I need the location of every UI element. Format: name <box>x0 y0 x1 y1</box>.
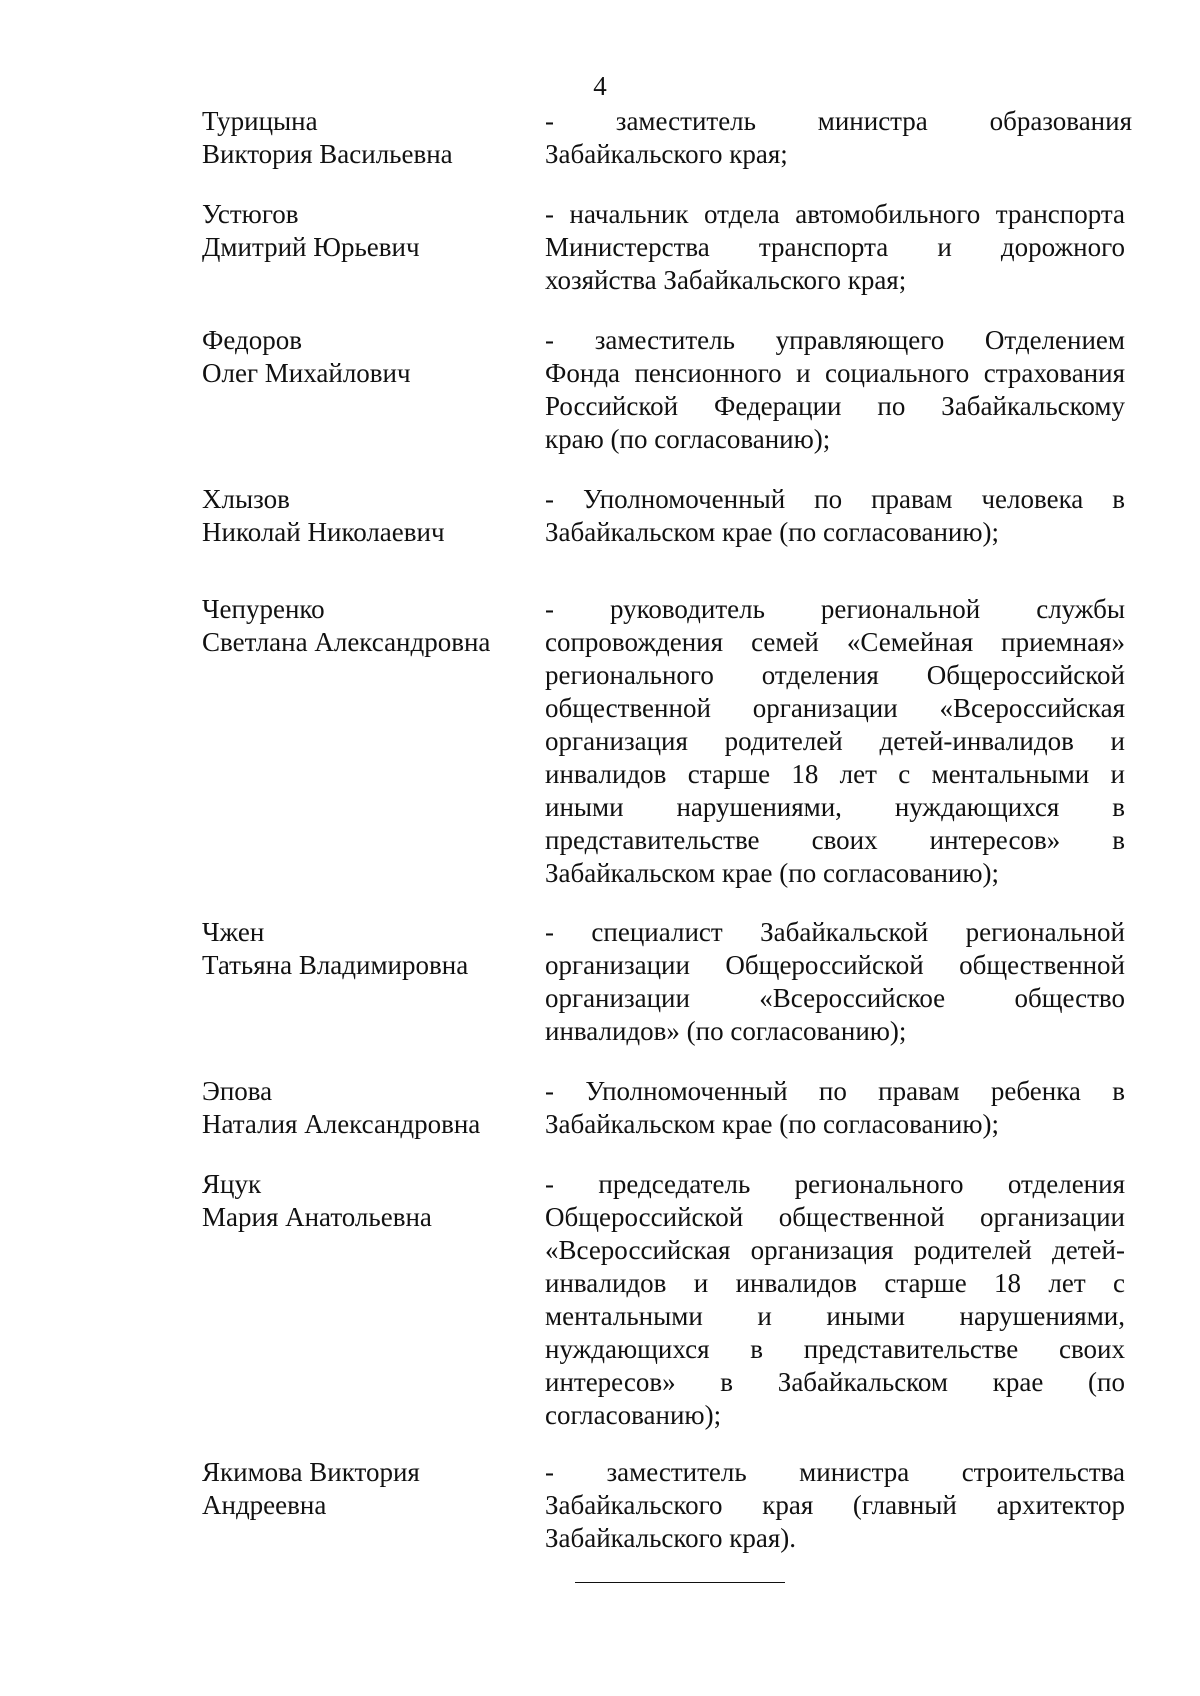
position-line: сопровождения семей «Семейная приемная» <box>545 627 1125 657</box>
position-line: Забайкальского края; <box>545 139 788 169</box>
position-line: - заместитель управляющего Отделением <box>545 325 1125 355</box>
position-line: организация родителей детей-инвалидов и <box>545 726 1125 756</box>
position-line: Забайкальском крае (по согласованию); <box>545 517 1000 547</box>
name-line: Андреевна <box>202 1490 327 1520</box>
position-line: представительстве своих интересов» в <box>545 825 1125 855</box>
member-name <box>202 916 532 982</box>
position-line: - председатель регионального отделения <box>545 1169 1125 1199</box>
name-line: Устюгов <box>202 199 299 229</box>
member-name <box>202 324 532 390</box>
member-name <box>202 1456 532 1522</box>
member-name <box>202 593 532 659</box>
name-line: Виктория Васильевна <box>202 139 453 169</box>
position-line: интересов» в Забайкальском крае (по <box>545 1367 1125 1397</box>
name-line: Хлызов <box>202 484 290 514</box>
position-line: - заместитель министра образования <box>545 106 1132 136</box>
position-line: инвалидов старше 18 лет с ментальными и <box>545 759 1125 789</box>
member-position <box>545 593 1125 890</box>
position-line: краю (по согласованию); <box>545 424 831 454</box>
name-line: Чжен <box>202 917 265 947</box>
position-line: инвалидов и инвалидов старше 18 лет с <box>545 1268 1125 1298</box>
name-line: Яцук <box>202 1169 262 1199</box>
member-position <box>545 916 1125 1048</box>
name-line: Турицына <box>202 106 318 136</box>
member-position <box>545 1456 1125 1555</box>
position-line: Забайкальском крае (по согласованию); <box>545 1109 1000 1139</box>
closing-rule <box>575 1582 785 1583</box>
name-line: Якимова Виктория <box>202 1457 420 1487</box>
member-name <box>202 1168 532 1234</box>
position-line: нуждающихся в представительстве своих <box>545 1334 1125 1364</box>
name-line: Татьяна Владимировна <box>202 950 469 980</box>
name-line: Федоров <box>202 325 302 355</box>
name-line: Эпова <box>202 1076 273 1106</box>
position-line: регионального отделения Общероссийской <box>545 660 1125 690</box>
name-line: Наталия Александровна <box>202 1109 481 1139</box>
name-line: Николай Николаевич <box>202 517 445 547</box>
name-line: Дмитрий Юрьевич <box>202 232 420 262</box>
position-line: общественной организации «Всероссийская <box>545 693 1125 723</box>
member-position <box>545 1168 1125 1432</box>
member-position <box>545 324 1125 456</box>
member-name <box>202 198 532 264</box>
position-line: ментальными и иными нарушениями, <box>545 1301 1125 1331</box>
position-line: Забайкальском крае (по согласованию); <box>545 858 1000 888</box>
position-line: Российской Федерации по Забайкальскому <box>545 391 1125 421</box>
member-position <box>545 105 1132 171</box>
position-line: Фонда пенсионного и социального страхования <box>545 358 1125 388</box>
position-line: согласованию); <box>545 1400 722 1430</box>
position-line: - Уполномоченный по правам ребенка в <box>545 1076 1125 1106</box>
member-position <box>545 483 1125 549</box>
position-line: - начальник отдела автомобильного транспорта <box>545 199 1125 229</box>
name-line: Олег Михайлович <box>202 358 411 388</box>
position-line: Забайкальского края). <box>545 1523 797 1553</box>
page-number: 4 <box>593 71 607 101</box>
position-line: Министерства транспорта и дорожного <box>545 232 1125 262</box>
position-line: - заместитель министра строительства <box>545 1457 1125 1487</box>
member-name <box>202 1075 532 1141</box>
position-line: Забайкальского края (главный архитектор <box>545 1490 1125 1520</box>
name-line: Мария Анатольевна <box>202 1202 432 1232</box>
member-position <box>545 198 1125 297</box>
name-line: Светлана Александровна <box>202 627 491 657</box>
member-name <box>202 105 532 171</box>
member-name <box>202 483 532 549</box>
position-line: Общероссийской общественной организации <box>545 1202 1125 1232</box>
position-line: инвалидов» (по согласованию); <box>545 1016 907 1046</box>
position-line: - руководитель региональной службы <box>545 594 1125 624</box>
member-position <box>545 1075 1125 1141</box>
position-line: «Всероссийская организация родителей детей- <box>545 1235 1125 1265</box>
position-line: организации «Всероссийское общество <box>545 983 1125 1013</box>
position-line: хозяйства Забайкальского края; <box>545 265 907 295</box>
position-line: организации Общероссийской общественной <box>545 950 1125 980</box>
position-line: иными нарушениями, нуждающихся в <box>545 792 1125 822</box>
position-line: - специалист Забайкальской региональной <box>545 917 1125 947</box>
name-line: Чепуренко <box>202 594 325 624</box>
position-line: - Уполномоченный по правам человека в <box>545 484 1125 514</box>
